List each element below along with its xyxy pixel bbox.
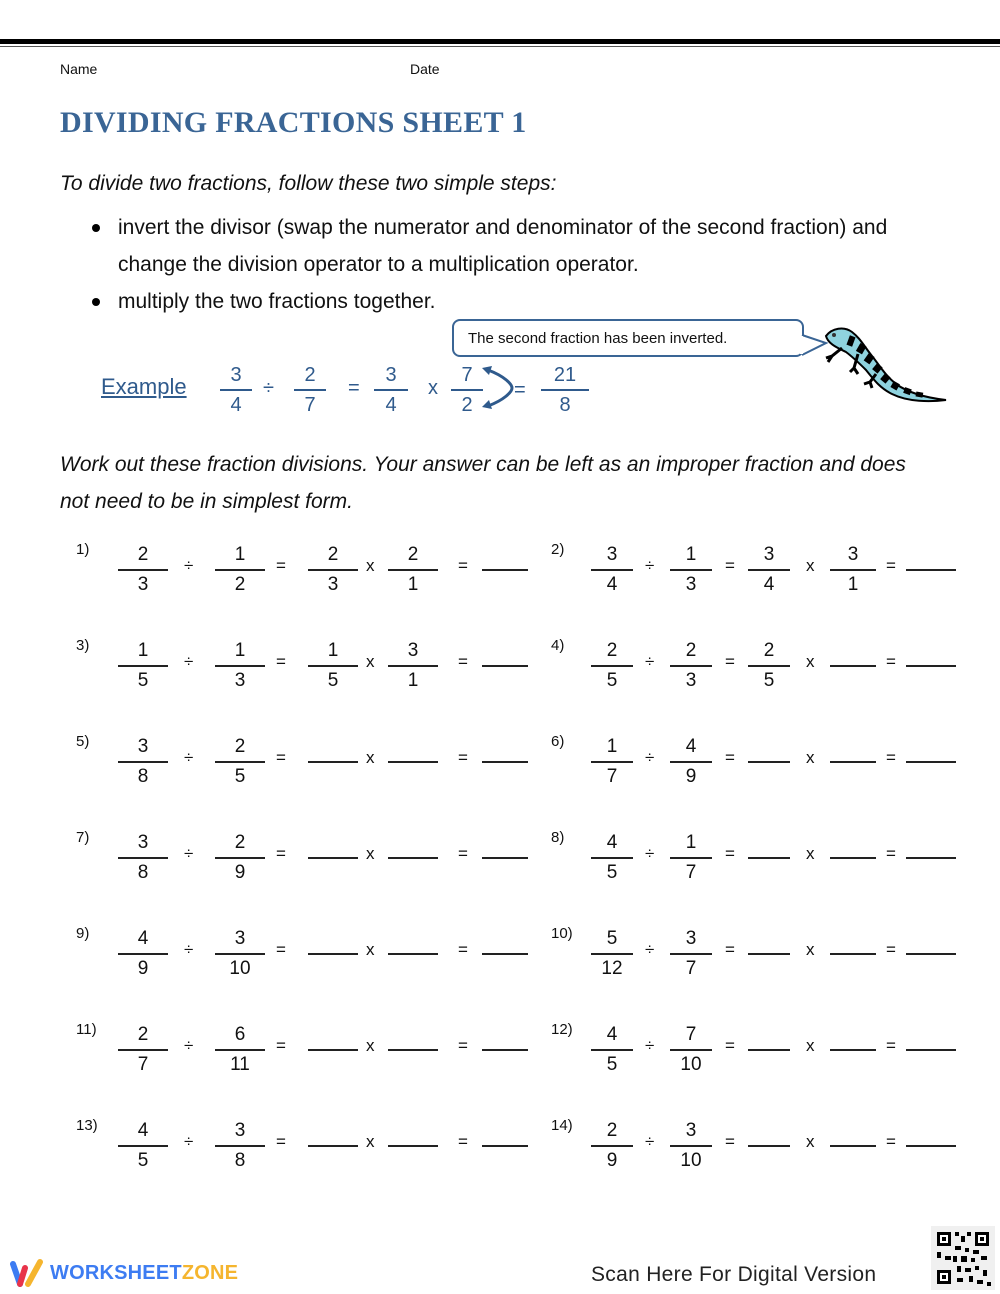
example-first-fraction: 3 4 <box>374 361 408 419</box>
first-fraction: 1 5 <box>308 637 358 695</box>
first-fraction: 2 5 <box>748 637 790 695</box>
dividend-fraction: 2 3 <box>118 541 168 599</box>
times-sign: x <box>806 1132 815 1151</box>
answer-blank[interactable] <box>482 953 528 955</box>
times-sign: x <box>806 1036 815 1055</box>
times-sign: x <box>366 1132 375 1151</box>
swap-arrow-icon <box>478 364 518 410</box>
times-sign: x <box>366 556 375 575</box>
answer-blank[interactable] <box>482 569 528 571</box>
answer-blank[interactable] <box>906 1049 956 1051</box>
equals-sign: = <box>348 377 360 399</box>
first-fraction-blank[interactable] <box>308 1049 358 1051</box>
problem-7 <box>76 829 516 889</box>
divisor-fraction: 2 9 <box>215 829 265 887</box>
equals-sign: = <box>725 844 735 863</box>
dividend-fraction: 3 4 <box>591 541 633 599</box>
times-sign: x <box>806 844 815 863</box>
inverted-fraction-blank[interactable] <box>830 1145 876 1147</box>
salamander-illustration <box>818 322 950 406</box>
problem-8 <box>551 829 991 889</box>
times-sign: x <box>806 940 815 959</box>
dividend-fraction: 4 5 <box>591 829 633 887</box>
answer-blank[interactable] <box>482 761 528 763</box>
inverted-fraction-blank[interactable] <box>830 1049 876 1051</box>
equals-sign: = <box>725 1036 735 1055</box>
example-section <box>0 0 1000 430</box>
problem-number: 6) <box>551 733 565 750</box>
equals-sign: = <box>886 1036 896 1055</box>
dividend-fraction: 4 5 <box>118 1117 168 1175</box>
divisor-fraction: 2 5 <box>215 733 265 791</box>
dividend-fraction: 5 12 <box>591 925 633 983</box>
divide-sign: ÷ <box>184 652 194 671</box>
answer-blank[interactable] <box>906 665 956 667</box>
problem-number: 9) <box>76 925 90 942</box>
divisor-fraction: 3 10 <box>215 925 265 983</box>
first-fraction-blank[interactable] <box>748 1049 790 1051</box>
inverted-fraction-blank[interactable] <box>388 1145 438 1147</box>
times-sign: x <box>366 1036 375 1055</box>
dividend-fraction: 2 5 <box>591 637 633 695</box>
equals-sign: = <box>276 748 286 767</box>
dividend-fraction: 4 9 <box>118 925 168 983</box>
logo-text: WORKSHEETZONE <box>50 1261 239 1284</box>
divisor-fraction: 6 11 <box>215 1021 265 1079</box>
answer-blank[interactable] <box>906 761 956 763</box>
divisor-fraction: 3 8 <box>215 1117 265 1175</box>
divisor-fraction: 1 2 <box>215 541 265 599</box>
divide-sign: ÷ <box>645 748 655 767</box>
problem-number: 13) <box>76 1117 98 1134</box>
problem-number: 5) <box>76 733 90 750</box>
equals-sign: = <box>276 652 286 671</box>
inverted-fraction-blank[interactable] <box>830 953 876 955</box>
qr-code[interactable] <box>931 1226 995 1290</box>
divide-sign: ÷ <box>263 377 274 399</box>
divisor-fraction: 7 10 <box>670 1021 712 1079</box>
problem-number: 4) <box>551 637 565 654</box>
answer-blank[interactable] <box>482 1049 528 1051</box>
problem-2 <box>551 541 991 601</box>
inverted-fraction-blank[interactable] <box>388 953 438 955</box>
first-fraction-blank[interactable] <box>308 857 358 859</box>
problem-6 <box>551 733 991 793</box>
instructions: Work out these fraction divisions. Your answer can be left as an improper fraction and does not need to be in simplest form. <box>60 453 906 513</box>
callout-text: The second fraction has been inverted. <box>468 330 728 347</box>
times-sign: x <box>428 377 438 399</box>
first-fraction-blank[interactable] <box>748 953 790 955</box>
worksheetzone-logo <box>10 1258 238 1288</box>
problem-1 <box>76 541 516 601</box>
dividend-fraction: 1 5 <box>118 637 168 695</box>
problem-number: 12) <box>551 1021 573 1038</box>
divisor-fraction: 3 7 <box>670 925 712 983</box>
divisor-fraction: 3 10 <box>670 1117 712 1175</box>
times-sign: x <box>806 652 815 671</box>
answer-blank[interactable] <box>482 1145 528 1147</box>
answer-blank[interactable] <box>906 953 956 955</box>
problem-number: 11) <box>76 1021 97 1038</box>
equals-sign: = <box>276 1132 286 1151</box>
dividend-fraction: 2 9 <box>591 1117 633 1175</box>
equals-sign: = <box>514 379 526 401</box>
example-divisor: 2 7 <box>294 361 326 419</box>
page-title: DIVIDING FRACTIONS SHEET 1 <box>60 106 527 139</box>
answer-blank[interactable] <box>906 1145 956 1147</box>
times-sign: x <box>366 748 375 767</box>
divide-sign: ÷ <box>645 844 655 863</box>
times-sign: x <box>806 556 815 575</box>
first-fraction: 3 4 <box>748 541 790 599</box>
name-label: Name <box>60 61 98 77</box>
divisor-fraction: 1 3 <box>215 637 265 695</box>
problem-number: 14) <box>551 1117 573 1134</box>
inverted-fraction-blank[interactable] <box>388 1049 438 1051</box>
divisor-fraction: 1 3 <box>670 541 712 599</box>
answer-blank[interactable] <box>906 857 956 859</box>
divide-sign: ÷ <box>645 940 655 959</box>
equals-sign: = <box>458 844 468 863</box>
divide-sign: ÷ <box>184 1036 194 1055</box>
divide-sign: ÷ <box>645 1036 655 1055</box>
equals-sign: = <box>886 652 896 671</box>
divide-sign: ÷ <box>184 556 194 575</box>
first-fraction-blank[interactable] <box>308 761 358 763</box>
scan-text: Scan Here For Digital Version <box>591 1263 877 1286</box>
times-sign: x <box>366 652 375 671</box>
equals-sign: = <box>886 1132 896 1151</box>
problem-3 <box>76 637 516 697</box>
equals-sign: = <box>276 940 286 959</box>
times-sign: x <box>806 748 815 767</box>
equals-sign: = <box>458 748 468 767</box>
dividend-fraction: 2 7 <box>118 1021 168 1079</box>
problem-14 <box>551 1117 991 1177</box>
inverted-fraction-blank[interactable] <box>388 857 438 859</box>
divide-sign: ÷ <box>645 652 655 671</box>
answer-blank[interactable] <box>482 857 528 859</box>
problem-5 <box>76 733 516 793</box>
equals-sign: = <box>886 748 896 767</box>
date-label: Date <box>410 61 440 77</box>
first-fraction-blank[interactable] <box>748 1145 790 1147</box>
problem-9 <box>76 925 516 985</box>
inverted-fraction-blank[interactable] <box>830 665 876 667</box>
dividend-fraction: 4 5 <box>591 1021 633 1079</box>
step-item: invert the divisor (swap the numerator and denominator of the second fraction) and change the division operator to a multiplication operator. <box>88 209 908 283</box>
problem-4 <box>551 637 991 697</box>
divide-sign: ÷ <box>184 940 194 959</box>
equals-sign: = <box>725 940 735 959</box>
inverted-fraction: 3 1 <box>388 637 438 695</box>
example-inverted-fraction: 7 2 <box>451 361 483 419</box>
equals-sign: = <box>725 1132 735 1151</box>
first-fraction-blank[interactable] <box>308 1145 358 1147</box>
divide-sign: ÷ <box>184 748 194 767</box>
divide-sign: ÷ <box>184 844 194 863</box>
problem-number: 3) <box>76 637 90 654</box>
problem-13 <box>76 1117 516 1177</box>
equals-sign: = <box>725 652 735 671</box>
equals-sign: = <box>276 556 286 575</box>
problem-number: 1) <box>76 541 90 558</box>
divide-sign: ÷ <box>645 1132 655 1151</box>
intro-lead: To divide two fractions, follow these two simple steps: <box>60 172 557 195</box>
problem-number: 2) <box>551 541 565 558</box>
divide-sign: ÷ <box>645 556 655 575</box>
inverted-fraction-blank[interactable] <box>388 761 438 763</box>
times-sign: x <box>366 940 375 959</box>
divisor-fraction: 1 7 <box>670 829 712 887</box>
inverted-fraction-blank[interactable] <box>830 761 876 763</box>
equals-sign: = <box>458 556 468 575</box>
problem-11 <box>76 1021 516 1081</box>
example-dividend: 3 4 <box>220 361 252 419</box>
dividend-fraction: 3 8 <box>118 733 168 791</box>
equals-sign: = <box>886 556 896 575</box>
inverted-fraction-blank[interactable] <box>830 857 876 859</box>
first-fraction-blank[interactable] <box>308 953 358 955</box>
divisor-fraction: 2 3 <box>670 637 712 695</box>
equals-sign: = <box>458 1036 468 1055</box>
divide-sign: ÷ <box>184 1132 194 1151</box>
equals-sign: = <box>458 940 468 959</box>
inverted-fraction: 2 1 <box>388 541 438 599</box>
equals-sign: = <box>458 1132 468 1151</box>
example-label: Example <box>101 374 187 399</box>
problem-12 <box>551 1021 991 1081</box>
equals-sign: = <box>276 1036 286 1055</box>
equals-sign: = <box>458 652 468 671</box>
problem-number: 10) <box>551 925 573 942</box>
first-fraction-blank[interactable] <box>748 761 790 763</box>
dividend-fraction: 3 8 <box>118 829 168 887</box>
callout-bubble <box>452 319 804 357</box>
logo-mark-icon <box>10 1258 44 1288</box>
answer-blank[interactable] <box>482 665 528 667</box>
equals-sign: = <box>276 844 286 863</box>
equals-sign: = <box>886 844 896 863</box>
answer-blank[interactable] <box>906 569 956 571</box>
problem-10 <box>551 925 991 985</box>
divisor-fraction: 4 9 <box>670 733 712 791</box>
equals-sign: = <box>725 556 735 575</box>
step-item: multiply the two fractions together. <box>88 283 908 320</box>
equals-sign: = <box>886 940 896 959</box>
times-sign: x <box>366 844 375 863</box>
dividend-fraction: 1 7 <box>591 733 633 791</box>
equals-sign: = <box>725 748 735 767</box>
example-result: 21 8 <box>541 361 589 419</box>
problem-number: 8) <box>551 829 565 846</box>
problem-number: 7) <box>76 829 90 846</box>
first-fraction: 2 3 <box>308 541 358 599</box>
inverted-fraction: 3 1 <box>830 541 876 599</box>
first-fraction-blank[interactable] <box>748 857 790 859</box>
